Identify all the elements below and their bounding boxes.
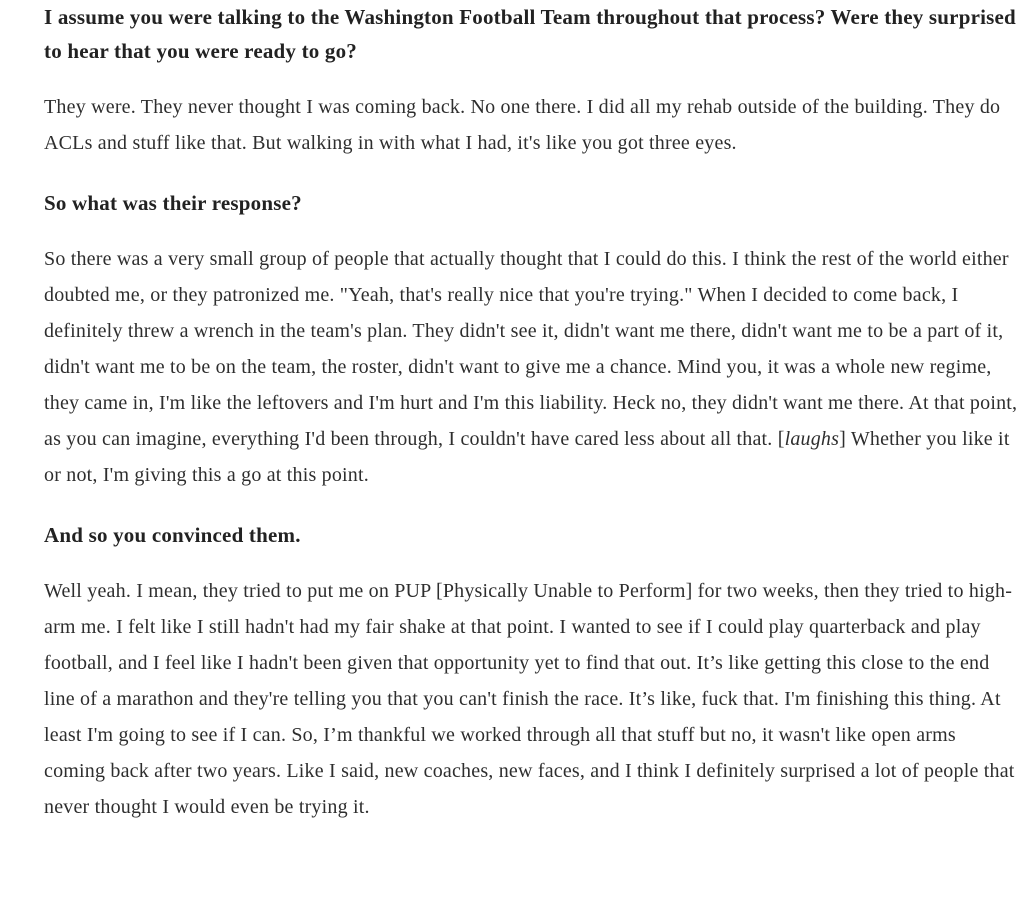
interview-answer-1: They were. They never thought I was coming back. No one there. I did all my rehab outside of the building. They do ACLs and stuff like that. But walking in with what I had, it's like you got three eyes. [44, 96, 1001, 154]
interview-question-2: So what was their response? [44, 191, 302, 215]
answer-text-before-stage: So there was a very small group of people that actually thought that I could do this. I think the rest of the world either doubted me, or they patronized me. "Yeah, that's really nice that you're trying." When I decided to come back, I definitely threw a wrench in the team's plan. They didn't see it, didn't want me there, didn't want me to be a part of it, didn't want me to be on the team, the roster, didn't want to give me a chance. Mind you, it was a whole new regime, they came in, I'm like the leftovers and I'm hurt and I'm this liability. Heck no, they didn't want me there. At that point, as you can imagine, everything I'd been through, I couldn't have cared less about all that. [ [44, 248, 1018, 450]
interview-answer-3: Well yeah. I mean, they tried to put me on PUP [Physically Unable to Perform] for two weeks, then they tried to high-arm me. I felt like I still hadn't had my fair shake at that point. I wanted to see if I could play quarterback and play football, and I feel like I hadn't been given that opportunity yet to find that out. It’s like getting this close to the end line of a marathon and they're telling you that you can't finish the race. It’s like, fuck that. I'm finishing this thing. At least I'm going to see if I can. So, I’m thankful we worked through all that stuff but no, it wasn't like open arms coming back after two years. Like I said, new coaches, new faces, and I think I definitely surprised a lot of people that never thought I would even be trying it. [44, 580, 1015, 818]
interview-question-3: And so you convinced them. [44, 523, 301, 547]
answer-text-after-stage: ] Whether you like it or not, I'm giving this a go at this point. [44, 428, 1010, 486]
interview-answer-2 [44, 241, 1018, 493]
interview-question-1: I assume you were talking to the Washington Football Team throughout that process? Were they surprised to hear that you were ready to go? [44, 5, 1016, 63]
stage-direction-laughs: laughs [784, 428, 840, 450]
